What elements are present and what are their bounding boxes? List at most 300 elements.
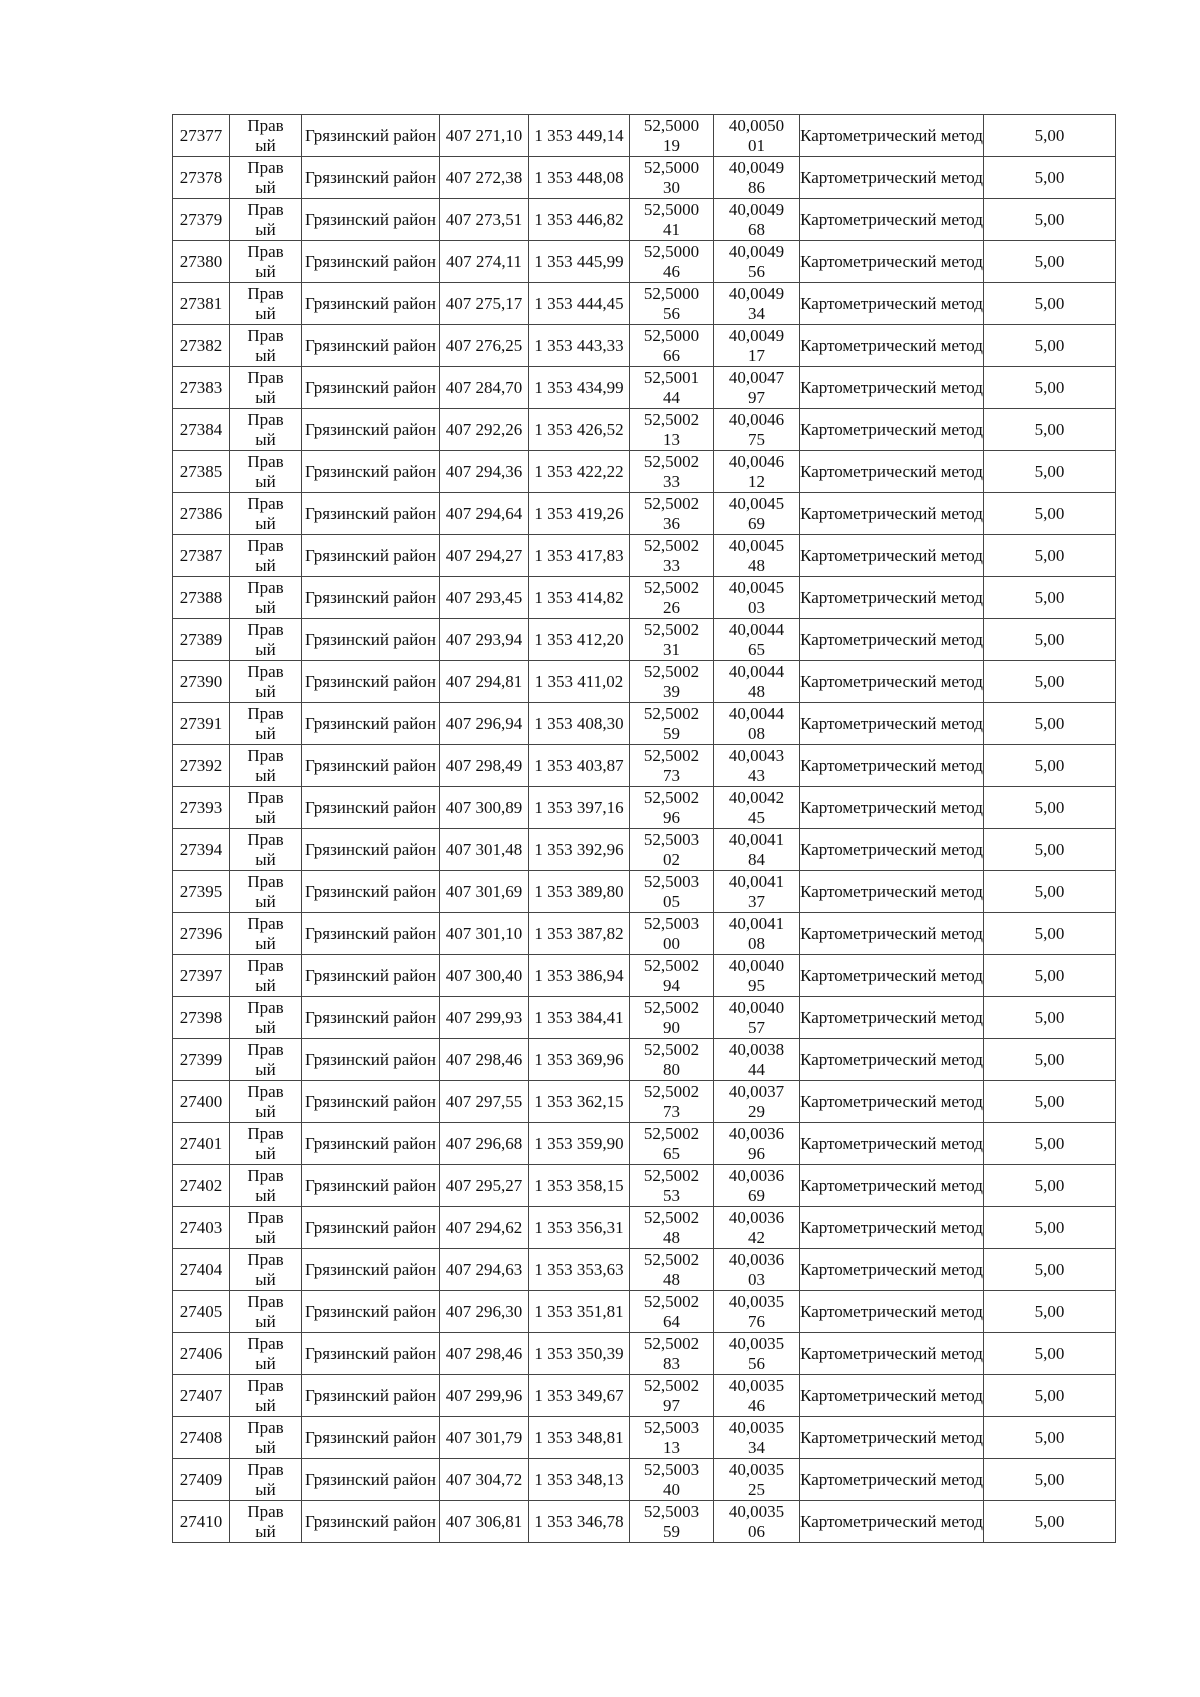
- longitude-cell: 40,003556: [714, 1333, 800, 1375]
- coordinate-x-cell: 407 271,10: [440, 115, 529, 157]
- coordinate-x-cell: 407 273,51: [440, 199, 529, 241]
- bank-side-cell: Правый: [230, 703, 302, 745]
- point-number-cell: 27379: [173, 199, 230, 241]
- district-cell: Грязинский район: [302, 199, 440, 241]
- district-cell: Грязинский район: [302, 955, 440, 997]
- table-row: [173, 1249, 1116, 1291]
- table-row: [173, 199, 1116, 241]
- district-cell: Грязинский район: [302, 871, 440, 913]
- district-cell: Грязинский район: [302, 661, 440, 703]
- bank-side-cell: Правый: [230, 955, 302, 997]
- coordinate-y-cell: 1 353 422,22: [529, 451, 630, 493]
- bank-side-cell: Правый: [230, 409, 302, 451]
- bank-side-cell: Правый: [230, 745, 302, 787]
- longitude-cell: 40,005001: [714, 115, 800, 157]
- method-cell: Картометрический метод: [800, 1123, 984, 1165]
- district-cell: Грязинский район: [302, 283, 440, 325]
- coordinate-x-cell: 407 294,81: [440, 661, 529, 703]
- table-row: [173, 1501, 1116, 1543]
- district-cell: Грязинский район: [302, 1501, 440, 1543]
- table-row: [173, 577, 1116, 619]
- table-row: [173, 367, 1116, 409]
- coordinate-x-cell: 407 299,93: [440, 997, 529, 1039]
- bank-side-cell: Правый: [230, 787, 302, 829]
- bank-side-cell: Правый: [230, 1207, 302, 1249]
- district-cell: Грязинский район: [302, 1459, 440, 1501]
- point-number-cell: 27378: [173, 157, 230, 199]
- table-row: [173, 325, 1116, 367]
- coordinate-y-cell: 1 353 448,08: [529, 157, 630, 199]
- coordinate-y-cell: 1 353 362,15: [529, 1081, 630, 1123]
- table-row: [173, 955, 1116, 997]
- method-cell: Картометрический метод: [800, 1417, 984, 1459]
- table-row: [173, 283, 1116, 325]
- point-number-cell: 27397: [173, 955, 230, 997]
- point-number-cell: 27396: [173, 913, 230, 955]
- district-cell: Грязинский район: [302, 535, 440, 577]
- accuracy-cell: 5,00: [984, 535, 1116, 577]
- district-cell: Грязинский район: [302, 157, 440, 199]
- coordinate-x-cell: 407 301,69: [440, 871, 529, 913]
- coordinate-x-cell: 407 294,64: [440, 493, 529, 535]
- method-cell: Картометрический метод: [800, 451, 984, 493]
- longitude-cell: 40,003729: [714, 1081, 800, 1123]
- point-number-cell: 27381: [173, 283, 230, 325]
- longitude-cell: 40,004057: [714, 997, 800, 1039]
- coordinate-y-cell: 1 353 348,81: [529, 1417, 630, 1459]
- longitude-cell: 40,003642: [714, 1207, 800, 1249]
- longitude-cell: 40,004095: [714, 955, 800, 997]
- point-number-cell: 27382: [173, 325, 230, 367]
- method-cell: Картометрический метод: [800, 157, 984, 199]
- latitude-cell: 52,500066: [630, 325, 714, 367]
- point-number-cell: 27398: [173, 997, 230, 1039]
- longitude-cell: 40,003525: [714, 1459, 800, 1501]
- method-cell: Картометрический метод: [800, 1039, 984, 1081]
- district-cell: Грязинский район: [302, 829, 440, 871]
- point-number-cell: 27389: [173, 619, 230, 661]
- latitude-cell: 52,500300: [630, 913, 714, 955]
- district-cell: Грязинский район: [302, 1207, 440, 1249]
- coordinate-x-cell: 407 294,36: [440, 451, 529, 493]
- accuracy-cell: 5,00: [984, 1123, 1116, 1165]
- district-cell: Грязинский район: [302, 1417, 440, 1459]
- method-cell: Картометрический метод: [800, 913, 984, 955]
- coordinate-x-cell: 407 300,40: [440, 955, 529, 997]
- accuracy-cell: 5,00: [984, 1375, 1116, 1417]
- table-row: [173, 1417, 1116, 1459]
- bank-side-cell: Правый: [230, 535, 302, 577]
- point-number-cell: 27402: [173, 1165, 230, 1207]
- coordinate-x-cell: 407 284,70: [440, 367, 529, 409]
- latitude-cell: 52,500273: [630, 1081, 714, 1123]
- latitude-cell: 52,500290: [630, 997, 714, 1039]
- latitude-cell: 52,500041: [630, 199, 714, 241]
- district-cell: Грязинский район: [302, 451, 440, 493]
- accuracy-cell: 5,00: [984, 955, 1116, 997]
- coordinate-y-cell: 1 353 434,99: [529, 367, 630, 409]
- district-cell: Грязинский район: [302, 619, 440, 661]
- latitude-cell: 52,500297: [630, 1375, 714, 1417]
- coordinate-y-cell: 1 353 392,96: [529, 829, 630, 871]
- longitude-cell: 40,004137: [714, 871, 800, 913]
- accuracy-cell: 5,00: [984, 157, 1116, 199]
- accuracy-cell: 5,00: [984, 409, 1116, 451]
- accuracy-cell: 5,00: [984, 325, 1116, 367]
- point-number-cell: 27386: [173, 493, 230, 535]
- latitude-cell: 52,500248: [630, 1207, 714, 1249]
- coordinate-y-cell: 1 353 346,78: [529, 1501, 630, 1543]
- district-cell: Грязинский район: [302, 1291, 440, 1333]
- point-number-cell: 27380: [173, 241, 230, 283]
- coordinate-y-cell: 1 353 359,90: [529, 1123, 630, 1165]
- longitude-cell: 40,003696: [714, 1123, 800, 1165]
- bank-side-cell: Правый: [230, 1291, 302, 1333]
- latitude-cell: 52,500226: [630, 577, 714, 619]
- coordinate-x-cell: 407 298,46: [440, 1039, 529, 1081]
- district-cell: Грязинский район: [302, 1375, 440, 1417]
- latitude-cell: 52,500046: [630, 241, 714, 283]
- district-cell: Грязинский район: [302, 787, 440, 829]
- coordinate-y-cell: 1 353 356,31: [529, 1207, 630, 1249]
- method-cell: Картометрический метод: [800, 409, 984, 451]
- coordinate-x-cell: 407 296,94: [440, 703, 529, 745]
- method-cell: Картометрический метод: [800, 787, 984, 829]
- accuracy-cell: 5,00: [984, 1249, 1116, 1291]
- method-cell: Картометрический метод: [800, 1333, 984, 1375]
- coordinate-y-cell: 1 353 445,99: [529, 241, 630, 283]
- coordinate-y-cell: 1 353 369,96: [529, 1039, 630, 1081]
- longitude-cell: 40,004408: [714, 703, 800, 745]
- point-number-cell: 27410: [173, 1501, 230, 1543]
- latitude-cell: 52,500056: [630, 283, 714, 325]
- latitude-cell: 52,500259: [630, 703, 714, 745]
- coordinate-y-cell: 1 353 350,39: [529, 1333, 630, 1375]
- method-cell: Картометрический метод: [800, 871, 984, 913]
- accuracy-cell: 5,00: [984, 199, 1116, 241]
- method-cell: Картометрический метод: [800, 241, 984, 283]
- point-number-cell: 27393: [173, 787, 230, 829]
- latitude-cell: 52,500019: [630, 115, 714, 157]
- coordinate-y-cell: 1 353 386,94: [529, 955, 630, 997]
- bank-side-cell: Правый: [230, 241, 302, 283]
- longitude-cell: 40,003576: [714, 1291, 800, 1333]
- method-cell: Картометрический метод: [800, 661, 984, 703]
- coordinate-x-cell: 407 298,46: [440, 1333, 529, 1375]
- longitude-cell: 40,003669: [714, 1165, 800, 1207]
- accuracy-cell: 5,00: [984, 1291, 1116, 1333]
- method-cell: Картометрический метод: [800, 367, 984, 409]
- longitude-cell: 40,004245: [714, 787, 800, 829]
- latitude-cell: 52,500236: [630, 493, 714, 535]
- bank-side-cell: Правый: [230, 1081, 302, 1123]
- longitude-cell: 40,004675: [714, 409, 800, 451]
- coordinate-x-cell: 407 293,94: [440, 619, 529, 661]
- bank-side-cell: Правый: [230, 829, 302, 871]
- longitude-cell: 40,004343: [714, 745, 800, 787]
- document-page: [172, 114, 1116, 1543]
- coordinate-x-cell: 407 275,17: [440, 283, 529, 325]
- bank-side-cell: Правый: [230, 871, 302, 913]
- coordinate-y-cell: 1 353 446,82: [529, 199, 630, 241]
- longitude-cell: 40,003546: [714, 1375, 800, 1417]
- method-cell: Картометрический метод: [800, 955, 984, 997]
- coordinate-y-cell: 1 353 358,15: [529, 1165, 630, 1207]
- table-row: [173, 703, 1116, 745]
- longitude-cell: 40,004956: [714, 241, 800, 283]
- bank-side-cell: Правый: [230, 1501, 302, 1543]
- bank-side-cell: Правый: [230, 1375, 302, 1417]
- coordinates-table: [172, 114, 1116, 1543]
- bank-side-cell: Правый: [230, 1417, 302, 1459]
- point-number-cell: 27405: [173, 1291, 230, 1333]
- coordinate-x-cell: 407 296,68: [440, 1123, 529, 1165]
- district-cell: Грязинский район: [302, 241, 440, 283]
- longitude-cell: 40,004612: [714, 451, 800, 493]
- longitude-cell: 40,004934: [714, 283, 800, 325]
- accuracy-cell: 5,00: [984, 1501, 1116, 1543]
- district-cell: Грязинский район: [302, 997, 440, 1039]
- longitude-cell: 40,004465: [714, 619, 800, 661]
- bank-side-cell: Правый: [230, 1459, 302, 1501]
- longitude-cell: 40,004797: [714, 367, 800, 409]
- point-number-cell: 27401: [173, 1123, 230, 1165]
- latitude-cell: 52,500264: [630, 1291, 714, 1333]
- accuracy-cell: 5,00: [984, 115, 1116, 157]
- table-row: [173, 1081, 1116, 1123]
- coordinate-x-cell: 407 294,27: [440, 535, 529, 577]
- coordinate-y-cell: 1 353 443,33: [529, 325, 630, 367]
- bank-side-cell: Правый: [230, 325, 302, 367]
- longitude-cell: 40,004968: [714, 199, 800, 241]
- accuracy-cell: 5,00: [984, 1417, 1116, 1459]
- accuracy-cell: 5,00: [984, 493, 1116, 535]
- longitude-cell: 40,004108: [714, 913, 800, 955]
- method-cell: Картометрический метод: [800, 829, 984, 871]
- coordinate-x-cell: 407 298,49: [440, 745, 529, 787]
- point-number-cell: 27407: [173, 1375, 230, 1417]
- coordinate-y-cell: 1 353 419,26: [529, 493, 630, 535]
- district-cell: Грязинский район: [302, 1333, 440, 1375]
- latitude-cell: 52,500265: [630, 1123, 714, 1165]
- point-number-cell: 27392: [173, 745, 230, 787]
- coordinate-x-cell: 407 294,62: [440, 1207, 529, 1249]
- coordinate-x-cell: 407 292,26: [440, 409, 529, 451]
- method-cell: Картометрический метод: [800, 1207, 984, 1249]
- method-cell: Картометрический метод: [800, 535, 984, 577]
- method-cell: Картометрический метод: [800, 1375, 984, 1417]
- table-row: [173, 787, 1116, 829]
- coordinate-y-cell: 1 353 412,20: [529, 619, 630, 661]
- table-row: [173, 1123, 1116, 1165]
- table-row: [173, 535, 1116, 577]
- coordinate-y-cell: 1 353 411,02: [529, 661, 630, 703]
- method-cell: Картометрический метод: [800, 199, 984, 241]
- coordinate-y-cell: 1 353 389,80: [529, 871, 630, 913]
- point-number-cell: 27387: [173, 535, 230, 577]
- district-cell: Грязинский район: [302, 367, 440, 409]
- coordinate-x-cell: 407 294,63: [440, 1249, 529, 1291]
- district-cell: Грязинский район: [302, 1249, 440, 1291]
- accuracy-cell: 5,00: [984, 703, 1116, 745]
- accuracy-cell: 5,00: [984, 1333, 1116, 1375]
- table-row: [173, 1039, 1116, 1081]
- latitude-cell: 52,500313: [630, 1417, 714, 1459]
- longitude-cell: 40,004184: [714, 829, 800, 871]
- district-cell: Грязинский район: [302, 493, 440, 535]
- coordinate-x-cell: 407 296,30: [440, 1291, 529, 1333]
- latitude-cell: 52,500144: [630, 367, 714, 409]
- point-number-cell: 27408: [173, 1417, 230, 1459]
- table-row: [173, 493, 1116, 535]
- accuracy-cell: 5,00: [984, 871, 1116, 913]
- accuracy-cell: 5,00: [984, 283, 1116, 325]
- district-cell: Грязинский район: [302, 1081, 440, 1123]
- point-number-cell: 27385: [173, 451, 230, 493]
- latitude-cell: 52,500239: [630, 661, 714, 703]
- table-body: [173, 115, 1116, 1543]
- coordinate-y-cell: 1 353 414,82: [529, 577, 630, 619]
- accuracy-cell: 5,00: [984, 745, 1116, 787]
- accuracy-cell: 5,00: [984, 577, 1116, 619]
- bank-side-cell: Правый: [230, 619, 302, 661]
- method-cell: Картометрический метод: [800, 1165, 984, 1207]
- bank-side-cell: Правый: [230, 913, 302, 955]
- method-cell: Картометрический метод: [800, 1459, 984, 1501]
- longitude-cell: 40,003506: [714, 1501, 800, 1543]
- district-cell: Грязинский район: [302, 913, 440, 955]
- method-cell: Картометрический метод: [800, 283, 984, 325]
- point-number-cell: 27391: [173, 703, 230, 745]
- bank-side-cell: Правый: [230, 451, 302, 493]
- point-number-cell: 27388: [173, 577, 230, 619]
- accuracy-cell: 5,00: [984, 997, 1116, 1039]
- latitude-cell: 52,500359: [630, 1501, 714, 1543]
- coordinate-y-cell: 1 353 426,52: [529, 409, 630, 451]
- latitude-cell: 52,500253: [630, 1165, 714, 1207]
- district-cell: Грязинский район: [302, 409, 440, 451]
- longitude-cell: 40,004548: [714, 535, 800, 577]
- coordinate-y-cell: 1 353 348,13: [529, 1459, 630, 1501]
- accuracy-cell: 5,00: [984, 367, 1116, 409]
- table-row: [173, 1333, 1116, 1375]
- table-row: [173, 157, 1116, 199]
- accuracy-cell: 5,00: [984, 661, 1116, 703]
- point-number-cell: 27384: [173, 409, 230, 451]
- latitude-cell: 52,500280: [630, 1039, 714, 1081]
- point-number-cell: 27377: [173, 115, 230, 157]
- latitude-cell: 52,500273: [630, 745, 714, 787]
- coordinate-y-cell: 1 353 408,30: [529, 703, 630, 745]
- district-cell: Грязинский район: [302, 703, 440, 745]
- accuracy-cell: 5,00: [984, 1081, 1116, 1123]
- bank-side-cell: Правый: [230, 115, 302, 157]
- accuracy-cell: 5,00: [984, 829, 1116, 871]
- table-row: [173, 1207, 1116, 1249]
- latitude-cell: 52,500030: [630, 157, 714, 199]
- point-number-cell: 27383: [173, 367, 230, 409]
- point-number-cell: 27409: [173, 1459, 230, 1501]
- coordinate-y-cell: 1 353 384,41: [529, 997, 630, 1039]
- bank-side-cell: Правый: [230, 1123, 302, 1165]
- coordinate-y-cell: 1 353 444,45: [529, 283, 630, 325]
- accuracy-cell: 5,00: [984, 619, 1116, 661]
- bank-side-cell: Правый: [230, 997, 302, 1039]
- latitude-cell: 52,500296: [630, 787, 714, 829]
- district-cell: Грязинский район: [302, 1039, 440, 1081]
- table-row: [173, 871, 1116, 913]
- longitude-cell: 40,004503: [714, 577, 800, 619]
- method-cell: Картометрический метод: [800, 1291, 984, 1333]
- latitude-cell: 52,500305: [630, 871, 714, 913]
- method-cell: Картометрический метод: [800, 1501, 984, 1543]
- coordinate-x-cell: 407 276,25: [440, 325, 529, 367]
- table-row: [173, 913, 1116, 955]
- coordinate-y-cell: 1 353 353,63: [529, 1249, 630, 1291]
- coordinate-x-cell: 407 306,81: [440, 1501, 529, 1543]
- coordinate-y-cell: 1 353 351,81: [529, 1291, 630, 1333]
- coordinate-x-cell: 407 299,96: [440, 1375, 529, 1417]
- point-number-cell: 27400: [173, 1081, 230, 1123]
- bank-side-cell: Правый: [230, 1333, 302, 1375]
- bank-side-cell: Правый: [230, 577, 302, 619]
- coordinate-y-cell: 1 353 417,83: [529, 535, 630, 577]
- point-number-cell: 27399: [173, 1039, 230, 1081]
- coordinate-y-cell: 1 353 349,67: [529, 1375, 630, 1417]
- point-number-cell: 27395: [173, 871, 230, 913]
- coordinate-y-cell: 1 353 397,16: [529, 787, 630, 829]
- point-number-cell: 27406: [173, 1333, 230, 1375]
- bank-side-cell: Правый: [230, 157, 302, 199]
- coordinate-x-cell: 407 300,89: [440, 787, 529, 829]
- coordinate-y-cell: 1 353 403,87: [529, 745, 630, 787]
- bank-side-cell: Правый: [230, 1165, 302, 1207]
- coordinate-x-cell: 407 272,38: [440, 157, 529, 199]
- coordinate-x-cell: 407 293,45: [440, 577, 529, 619]
- table-row: [173, 829, 1116, 871]
- coordinate-x-cell: 407 301,48: [440, 829, 529, 871]
- bank-side-cell: Правый: [230, 283, 302, 325]
- table-row: [173, 745, 1116, 787]
- table-row: [173, 1165, 1116, 1207]
- table-row: [173, 115, 1116, 157]
- accuracy-cell: 5,00: [984, 451, 1116, 493]
- latitude-cell: 52,500302: [630, 829, 714, 871]
- coordinate-x-cell: 407 301,10: [440, 913, 529, 955]
- coordinate-x-cell: 407 304,72: [440, 1459, 529, 1501]
- table-row: [173, 1291, 1116, 1333]
- method-cell: Картометрический метод: [800, 115, 984, 157]
- coordinate-y-cell: 1 353 449,14: [529, 115, 630, 157]
- method-cell: Картометрический метод: [800, 1081, 984, 1123]
- table-row: [173, 1459, 1116, 1501]
- accuracy-cell: 5,00: [984, 1459, 1116, 1501]
- bank-side-cell: Правый: [230, 661, 302, 703]
- longitude-cell: 40,004569: [714, 493, 800, 535]
- bank-side-cell: Правый: [230, 367, 302, 409]
- latitude-cell: 52,500233: [630, 451, 714, 493]
- accuracy-cell: 5,00: [984, 241, 1116, 283]
- accuracy-cell: 5,00: [984, 1207, 1116, 1249]
- accuracy-cell: 5,00: [984, 913, 1116, 955]
- latitude-cell: 52,500248: [630, 1249, 714, 1291]
- method-cell: Картометрический метод: [800, 493, 984, 535]
- point-number-cell: 27390: [173, 661, 230, 703]
- method-cell: Картометрический метод: [800, 997, 984, 1039]
- district-cell: Грязинский район: [302, 325, 440, 367]
- table-row: [173, 451, 1116, 493]
- point-number-cell: 27394: [173, 829, 230, 871]
